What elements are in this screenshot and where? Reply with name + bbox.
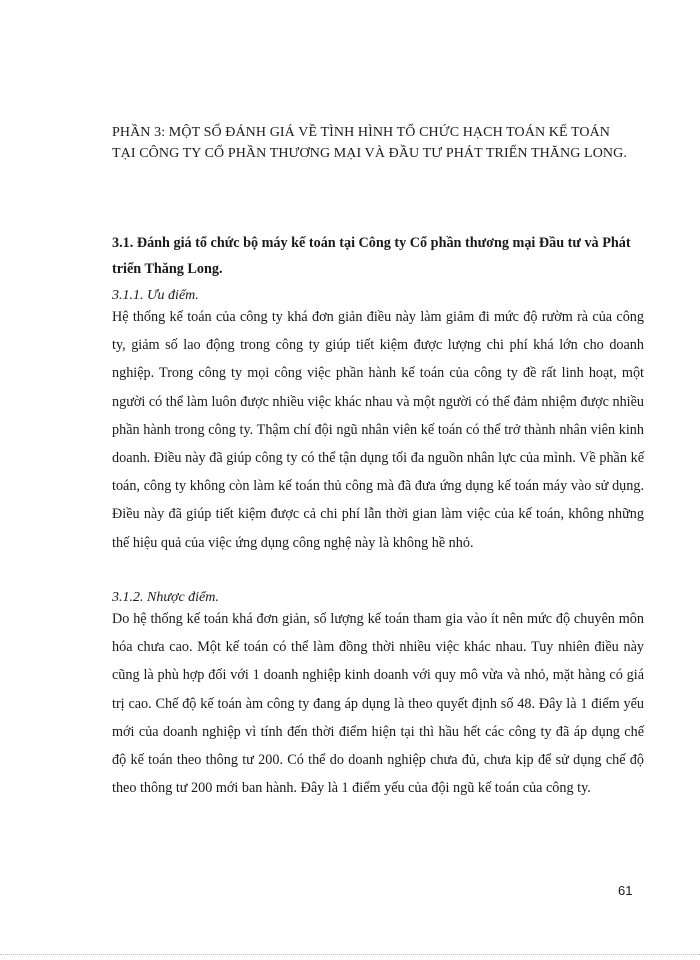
paragraph-advantages: Hệ thống kế toán của công ty khá đơn giản điều này làm giảm đi mức độ rườm rà của công ty, giảm số lao động trong công ty giúp tiết kiệm được lượng chi phí khá lớn cho doanh nghiệp. Trong công ty mọi công việc phần hành kế toán của công ty đề rất linh hoạt, một người có thể làm luôn được nhiều việc khác nhau và một người có thể đảm nhiệm được nhiều phần hành trong công ty. Thậm chí đội ngũ nhân viên kế toán có thể trở thành nhân viên kinh doanh. Điều này đã giúp công ty có thể tận dụng tối đa nguồn nhân lực của mình. Về phần kế toán, công ty không còn làm kế toán thủ công mà đã đưa ứng dụng kế toán máy vào sử dụng. Điều này đã giúp tiết kiệm được cả chi phí lẫn thời gian làm việc của kế toán, không những thế hiệu quả của việc ứng dụng công nghệ này là không hề nhỏ.	[112, 309, 644, 551]
part-title: PHẦN 3: MỘT SỐ ĐÁNH GIÁ VỀ TÌNH HÌNH TỔ CHỨC HẠCH TOÁN KẾ TOÁN TẠI CÔNG TY CỔ PHẦN THƯƠNG MẠI VÀ ĐẦU TƯ PHÁT TRIỂN THĂNG LONG.	[112, 125, 627, 161]
paragraph-disadvantages: Do hệ thống kế toán khá đơn giản, số lượng kế toán tham gia vào ít nên mức độ chuyên môn hóa chưa cao. Một kế toán có thể làm đồng thời nhiều việc khác nhau. Tuy nhiên điều này cũng là phù hợp đối với 1 doanh nghiệp kinh doanh với quy mô vừa và nhỏ, mặt hàng có giá trị cao. Chế độ kế toán àm công ty đang áp dụng là theo quyết định số 48. Đây là 1 điểm yếu mới của doanh nghiệp vì tính đến thời điểm hiện tại thì hầu hết các công ty đã áp dụng chế độ kế toán theo thông tư 200. Có thể do doanh nghiệp chưa đủ, chưa kịp để sử dụng chế độ theo thông tư 200 mới ban hành. Đây là 1 điểm yếu của đội ngũ kế toán của công ty.	[112, 611, 644, 797]
footer-divider	[0, 954, 700, 955]
subsection-heading-disadvantages: 3.1.2. Nhược điểm.	[112, 590, 219, 605]
page-number: 61	[618, 883, 633, 898]
section-heading: 3.1. Đánh giá tổ chức bộ máy kế toán tại Công ty Cổ phần thương mại Đầu tư và Phát triển Thăng Long.	[112, 235, 631, 277]
subsection-heading-advantages: 3.1.1. Ưu điểm.	[112, 288, 199, 303]
